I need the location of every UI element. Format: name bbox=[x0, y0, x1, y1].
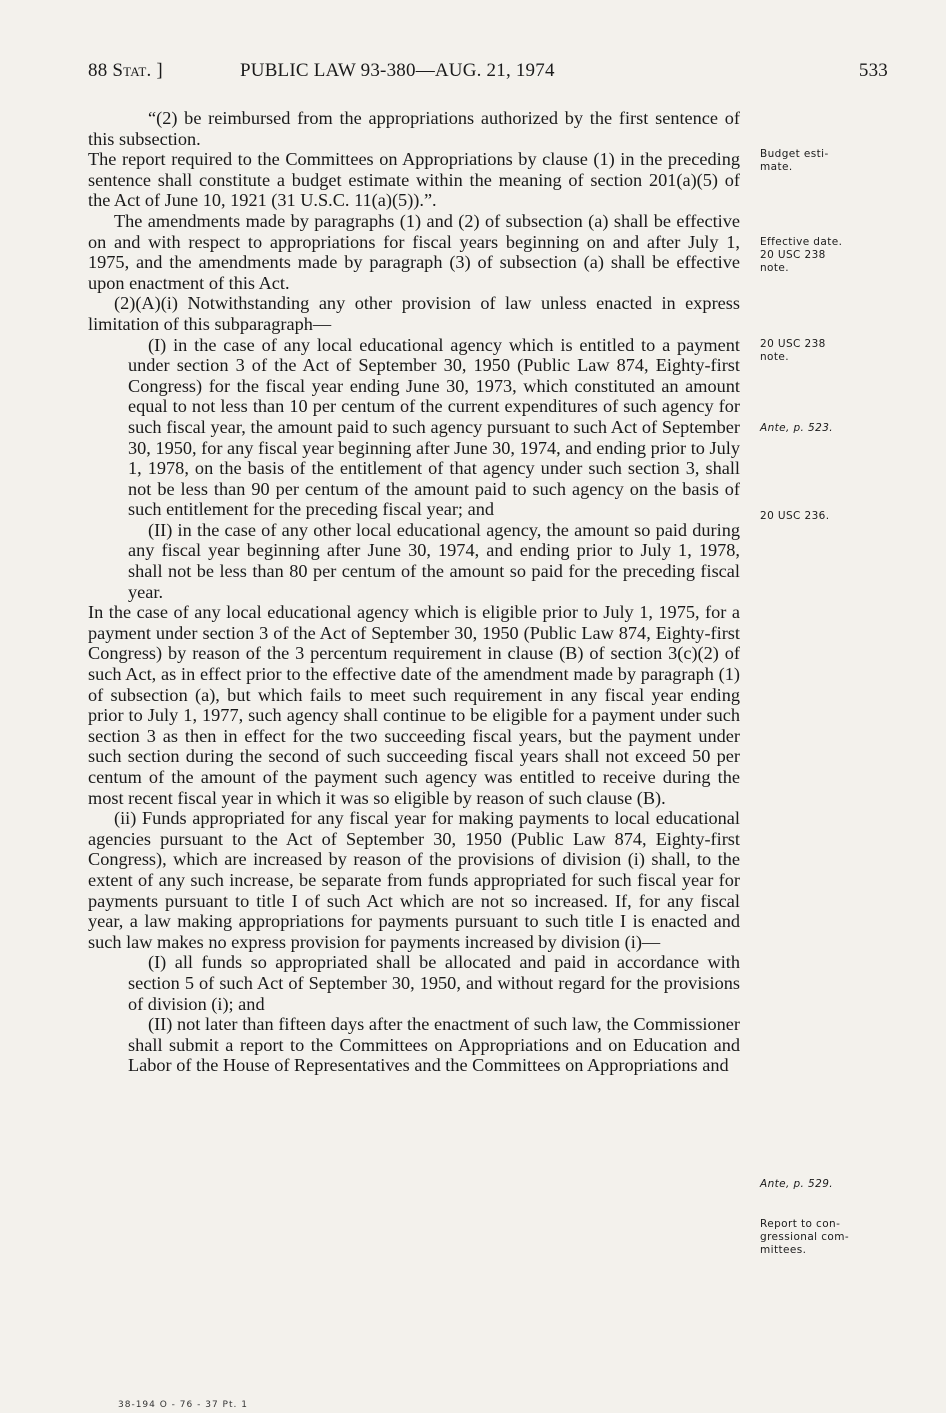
paragraph: In the case of any local educational agency which is eligible prior to July 1, 1975, for a payment under section 3 of the Act of September 30, 1950 (Public Law 874, Eighty-first Congress) by reason of the 3 percentum requirement in clause (B) of section 3(c)(2) of such Act, as in effect prior to the effective date of the amendment made by paragraph (1) of subsection (a), but which fails to meet such requirement in any fiscal year ending prior to July 1, 1977, such agency shall continue to be eligible for a payment under such section 3 as then in effect for the two succeeding fiscal years, but the payment under such section during the second of such succeeding fiscal years shall not exceed 50 per centum of the amount of the payment such agency was entitled to receive during the most recent fiscal year in which it was so eligible by reason of such clause (B). bbox=[88, 602, 740, 808]
margin-note: 20 USC 238 note. bbox=[760, 338, 826, 363]
paragraph: (II) not later than fifteen days after the enactment of such law, the Commissioner shall submit a report to the Committees on Appropriations and on Education and Labor of the House of Representatives and the Committees on Appropriations and bbox=[128, 1014, 740, 1076]
paragraph: (ii) Funds appropriated for any fiscal year for making payments to local educational agencies pursuant to the Act of September 30, 1950 (Public Law 874, Eighty-first Congress), which are increased by reason of the provisions of division (i) shall, to the extent of any such increase, be separate from funds appropriated for such fiscal year for payments pursuant to title I of such Act which are not so increased. If, for any fiscal year, a law making appropriations for payments pursuant to such title I is enacted and such law makes no express provision for payments increased by division (i)— bbox=[88, 808, 740, 952]
print-code-footer: 38-194 O - 76 - 37 Pt. 1 bbox=[118, 1400, 248, 1410]
paragraph: “(2) be reimbursed from the appropriations authorized by the first sentence of this subsection. bbox=[88, 108, 740, 149]
margin-note: Report to con- gressional com- mittees. bbox=[760, 1218, 850, 1256]
margin-note: Effective date. 20 USC 238 note. bbox=[760, 236, 843, 274]
page-number: 533 bbox=[858, 60, 888, 81]
paragraph: (II) in the case of any other local educational agency, the amount so paid during any fiscal year beginning after June 30, 1974, and ending prior to July 1, 1978, shall not be less than 80 per centum of the amount so paid for the preceding fiscal year. bbox=[128, 519, 740, 602]
paragraph: (2)(A)(i) Notwithstanding any other provision of law unless enacted in express limitation of this subparagraph— bbox=[88, 293, 740, 334]
paragraph: (I) in the case of any local educational agency which is entitled to a payment under section 3 of the Act of September 30, 1950 (Public Law 874, Eighty-first Congress) for the fiscal year ending June 30, 1973, which constituted an amount equal to not less than 10 per centum of the current expenditures of such agency for such fiscal year, the amount paid to such agency pursuant to such Act of September 30, 1950, for any fiscal year beginning after June 30, 1974, and ending prior to July 1, 1978, on the basis of the entitlement of that agency under such section 3, shall not be less than 90 per centum of the amount paid to such agency on the basis of such entitlement for the preceding fiscal year; and bbox=[128, 334, 740, 520]
margin-note: Ante, p. 523. bbox=[760, 422, 834, 434]
law-title: PUBLIC LAW 93-380—AUG. 21, 1974 bbox=[240, 60, 555, 81]
margin-note: Budget esti- mate. bbox=[760, 148, 829, 173]
margin-note: Ante, p. 529. bbox=[760, 1178, 834, 1190]
paragraph: The report required to the Committees on Appropriations by clause (1) in the preceding sentence shall constitute a budget estimate within the meaning of section 201(a)(5) of the Act of June 10, 1921 (31 U.S.C. 11(a)(5)).”. bbox=[88, 149, 740, 211]
volume-reference: 88 Stat. ] bbox=[88, 60, 163, 81]
page-header bbox=[88, 60, 888, 86]
paragraph: The amendments made by paragraphs (1) and (2) of subsection (a) shall be effective on and with respect to appropriations for fiscal years beginning on and after July 1, 1975, and the amendments made by paragraph (3) of subsection (a) shall be effective upon enactment of this Act. bbox=[88, 210, 740, 293]
body-text bbox=[88, 108, 740, 1076]
paragraph: (I) all funds so appropriated shall be allocated and paid in accordance with section 5 of such Act of September 30, 1950, and without regard for the provisions of division (i); and bbox=[128, 952, 740, 1014]
margin-note: 20 USC 236. bbox=[760, 510, 830, 522]
